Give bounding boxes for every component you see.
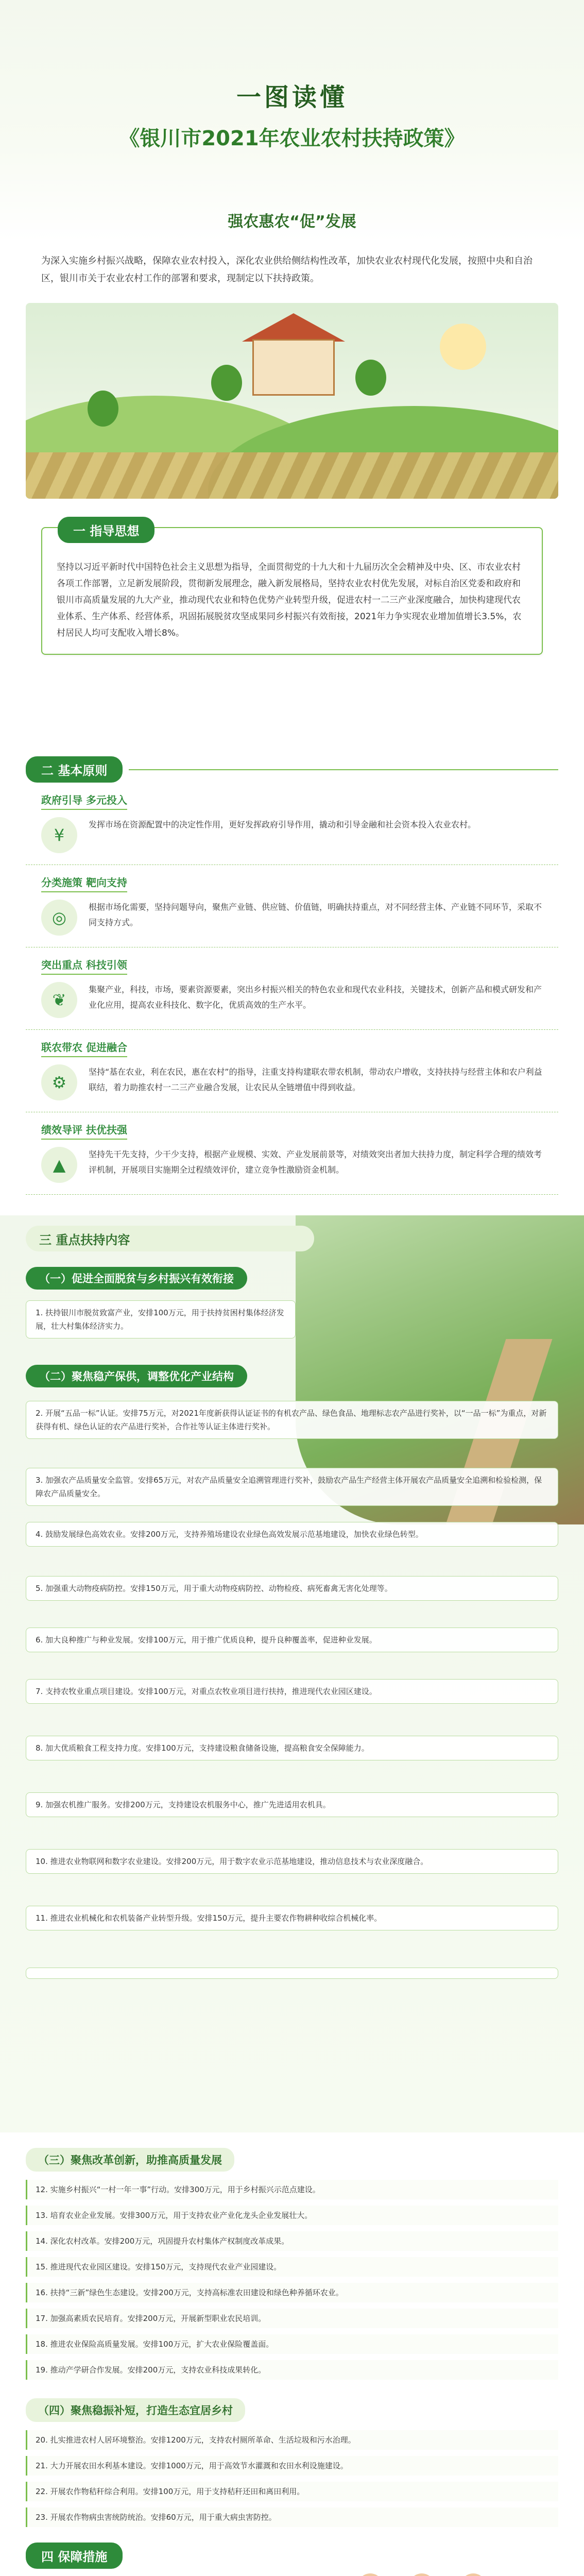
principle-item — [26, 783, 558, 865]
principle-item — [26, 865, 558, 947]
support-item: 3. 加强农产品质量安全监管。安排65万元，对农产品质量安全追溯管理进行奖补，鼓励农产品生产经营主体开展农产品质量安全追溯和检验检测，保障农产品质量安全。 — [26, 1468, 558, 1506]
support-item: 14. 深化农村改革。安排200万元，巩固提升农村集体产权制度改革成果。 — [26, 2231, 558, 2251]
page-subtitle: 《银川市2021年农业农村扶持政策》 — [119, 127, 465, 150]
section-guiding-thought — [0, 416, 584, 746]
chart-icon: ▲ — [41, 1147, 77, 1183]
support-item: 1. 扶持银川市脱贫致富产业，安排100万元，用于扶持贫困村集体经济发展，壮大村集体经济实力。 — [26, 1300, 296, 1338]
farmers-illustration — [342, 2563, 527, 2576]
principle-item — [26, 947, 558, 1030]
tree-icon — [355, 360, 386, 396]
support-item: 2. 开展“五品一标”认证。安排75万元，对2021年度新获得认证证书的有机农产品、绿色食品、地理标志农产品进行奖补，以“一品一标”为重点，对新获得有机、绿色认证的农产品进行奖补，合作社等认证主体进行奖补。 — [26, 1401, 558, 1439]
section-safeguards — [26, 2543, 558, 2576]
principle-item — [26, 1112, 558, 1195]
page-title: 一图读懂 — [236, 83, 348, 112]
support-item: 6. 加大良种推广与种业发展。安排100万元，用于推广优质良种，提升良种覆盖率，促进种业发展。 — [26, 1628, 558, 1652]
support-item: 22. 开展农作物秸秆综合利用。安排100万元，用于支持秸秆还田和离田利用。 — [26, 2482, 558, 2501]
principle-item — [26, 1030, 558, 1112]
section-badge: 二 基本原则 — [26, 756, 123, 783]
guide-box — [41, 524, 543, 655]
support-item: 4. 鼓励发展绿色高效农业。安排200万元，支持养殖场建设农业绿色高效发展示范基地建设，加快农业绿色转型。 — [26, 1522, 558, 1547]
coins-icon: ¥ — [41, 817, 77, 853]
tractor-icon: ⚙ — [41, 1064, 77, 1100]
section-badge: 一 指导思想 — [58, 517, 154, 543]
section-header — [26, 756, 558, 783]
support-item: 11. 推进农业机械化和农机装备产业转型升级。安排150万元，提升主要农作物耕种收综合机械化率。 — [26, 1906, 558, 1930]
sun-icon — [440, 324, 486, 370]
principle-label: 联农带农 促进融合 — [41, 1039, 127, 1057]
principle-text: 集聚产业，科技，市场，要素资源要素，突出乡村振兴相关的特色农业和现代农业科技，关键技术，创新产品和模式研发和产业化应用，提高农业科技化、数字化，优质高效的生产水平。 — [89, 985, 542, 1010]
principle-text: 坚持先干先支持，少干少支持，根据产业规模、实效、产业发展前景等，对绩效突出者加大扶持力度，制定科学合理的绩效考评机制，开展项目实施期全过程绩效评价，建立竞争性激励资金机制。 — [89, 1149, 542, 1175]
support-item: 18. 推进农业保险高质量发展。安排100万元，扩大农业保险覆盖面。 — [26, 2334, 558, 2354]
section-basic-principles — [26, 756, 558, 1195]
support-item — [26, 1968, 558, 1979]
principle-label: 分类施策 靶向支持 — [41, 874, 127, 892]
farmer-head — [460, 2573, 486, 2576]
section-key-support — [0, 1215, 584, 2132]
support-item: 12. 实施乡村振兴“一村一年一事”行动。安排300万元，用于乡村振兴示范点建设。 — [26, 2180, 558, 2199]
support-item: 20. 扎实推进农村人居环境整治。安排1200万元，支持农村厕所革命、生活垃圾和污水治理。 — [26, 2430, 558, 2450]
sub-section-title: （一）促进全面脱贫与乡村振兴有效衔接 — [26, 1267, 247, 1290]
support-item: 10. 推进农业物联网和数字农业建设。安排200万元，用于数字农业示范基地建设，推动信息技术与农业深度融合。 — [26, 1849, 558, 1874]
support-item: 21. 大力开展农田水利基本建设。安排1000万元，用于高效节水灌溉和农田水利设施建设。 — [26, 2456, 558, 2476]
principle-label: 政府引导 多元投入 — [41, 792, 127, 810]
support-item: 5. 加强重大动物疫病防控。安排150万元，用于重大动物疫病防控、动物检疫、病死畜禽无害化处理等。 — [26, 1576, 558, 1601]
principle-label: 突出重点 科技引领 — [41, 957, 127, 975]
section-banner: 三 重点扶持内容 — [26, 1226, 314, 1251]
support-item: 13. 培育农业企业发展。安排300万元，用于支持农业产业化龙头企业发展壮大。 — [26, 2206, 558, 2225]
farmer-head — [357, 2573, 383, 2576]
principle-text: 发挥市场在资源配置中的决定性作用，更好发挥政府引导作用，撬动和引导金融和社会资本投入农业农村。 — [89, 820, 476, 829]
hero-header — [0, 0, 584, 242]
support-item: 7. 支持农牧业重点项目建设。安排100万元，对重点农牧业项目进行扶持，推进现代农业园区建设。 — [26, 1679, 558, 1704]
section-badge: 四 保障措施 — [26, 2543, 123, 2569]
support-item: 19. 推动产学研合作发展。安排200万元，支持农业科技成果转化。 — [26, 2360, 558, 2380]
principle-text: 根据市场化需要，坚持问题导向，聚焦产业链、供应链、价值链，明确扶持重点，对不同经营主体、产业链不同环节，采取不同支持方式。 — [89, 902, 542, 927]
sub-section-title: （三）聚焦改革创新，助推高质量发展 — [26, 2148, 234, 2172]
farmer-head — [409, 2573, 435, 2576]
seedling-icon: ❦ — [41, 982, 77, 1018]
support-item: 17. 加强高素质农民培育。安排200万元，开展新型职业农民培训。 — [26, 2309, 558, 2328]
guide-text: 坚持以习近平新时代中国特色社会主义思想为指导，全面贯彻党的十九大和十九届历次全会精神及中央、区、市农业农村各项工作部署，立足新发展阶段，贯彻新发展理念，融入新发展格局，坚持农业农村优先发展，对标自治区党委和政府和银川市高质量发展的九大产业，推动现代农业和特色优势产业转型升级，促进农村一二三产业深度融合，加快构建现代农业体系、生产体系、经营体系，巩固拓展脱贫攻坚成果同乡村振兴有效衔接，2021年力争实现农业增加值增长3.5%，农村居民人均可支配收入增长8%。 — [57, 562, 522, 638]
support-item: 16. 扶持“三新”绿色生态建设。安排200万元，支持高标准农田建设和绿色种养循环农业。 — [26, 2283, 558, 2302]
divider — [129, 769, 558, 770]
support-item: 15. 推进现代农业园区建设。安排150万元，支持现代农业产业园建设。 — [26, 2257, 558, 2277]
support-item: 8. 加大优质粮食工程支持力度。安排100万元，支持建设粮食储备设施，提高粮食安全保障能力。 — [26, 1736, 558, 1760]
sub-section-title: （二）聚焦稳产保供，调整优化产业结构 — [26, 1365, 247, 1387]
tree-icon — [211, 365, 242, 401]
principle-label: 绩效导评 扶优扶强 — [41, 1122, 127, 1140]
support-item: 9. 加强农机推广服务。安排200万元，支持建设农机服务中心，推广先进适用农机具。 — [26, 1792, 558, 1817]
house-roof-icon — [242, 313, 345, 342]
principle-text: 坚持“基在农业，利在农民，惠在农村”的指导，注重支持构建联农带农机制，带动农户增收，支持扶持与经营主体和农户利益联结，着力助推农村一二三产业融合发展，让农民从全链增值中得到收益。 — [89, 1067, 542, 1092]
support-item: 23. 开展农作物病虫害统防统治。安排60万元，用于重大病虫害防控。 — [26, 2507, 558, 2527]
section-key-support-continued — [0, 2132, 584, 2527]
target-icon: ◎ — [41, 900, 77, 936]
slogan: 强农惠农“促”发展 — [228, 213, 356, 231]
house-icon — [252, 339, 335, 396]
sub-section-title: （四）聚焦稳振补短，打造生态宜居乡村 — [26, 2398, 245, 2422]
intro-paragraph: 为深入实施乡村振兴战略，保障农业农村投入，深化农业供给侧结构性改革，加快农业农村现代化发展，按照中央和自治区，银川市关于农业农村工作的部署和要求，现制定以下扶持政策。 — [41, 256, 533, 284]
